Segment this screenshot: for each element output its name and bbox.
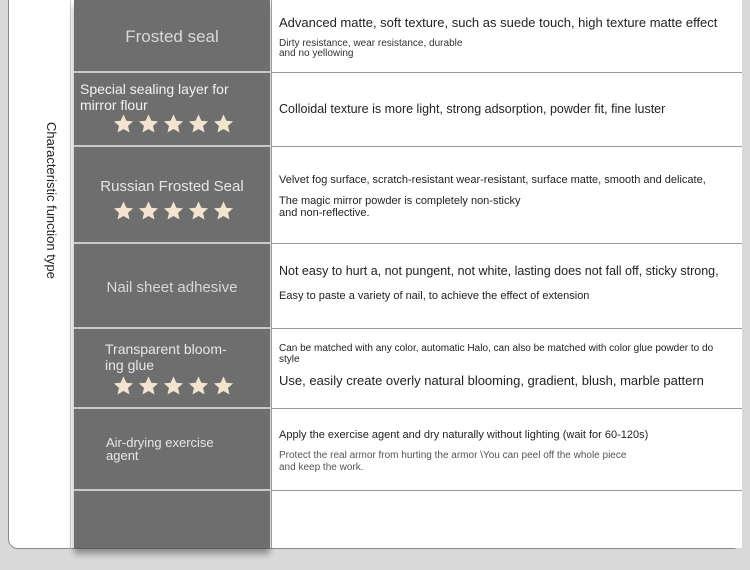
product-name: Russian Frosted Seal bbox=[100, 178, 244, 195]
star-icon bbox=[212, 200, 235, 222]
description-line: Dirty resistance, wear resistance, durable bbox=[279, 38, 463, 49]
name-cell bbox=[74, 73, 270, 147]
description-line: style bbox=[279, 354, 300, 365]
star-icon bbox=[187, 375, 210, 397]
star-icon bbox=[212, 375, 235, 397]
table-row bbox=[74, 147, 742, 244]
description-line: Velvet fog surface, scratch-resistant wear-resistant, surface matte, smooth and delicate, bbox=[279, 174, 706, 186]
description-line: Advanced matte, soft texture, such as suede touch, high texture matte effect bbox=[279, 15, 718, 30]
star-icon bbox=[112, 113, 135, 135]
product-name: Nail sheet adhesive bbox=[106, 279, 238, 296]
description-line: Apply the exercise agent and dry naturally without lighting (wait for 60-120s) bbox=[279, 429, 649, 441]
product-name: Air-drying exercise agent bbox=[106, 435, 214, 463]
side-divider bbox=[70, 0, 71, 550]
description-cell bbox=[271, 73, 742, 147]
star-icon bbox=[187, 200, 210, 222]
rating-stars bbox=[112, 200, 235, 222]
star-icon bbox=[137, 200, 160, 222]
description-cell bbox=[271, 244, 742, 329]
star-icon bbox=[162, 113, 185, 135]
description-cell bbox=[271, 329, 742, 409]
description-cell bbox=[271, 0, 742, 73]
rating-stars bbox=[112, 113, 235, 135]
name-cell bbox=[74, 147, 270, 244]
star-icon bbox=[187, 113, 210, 135]
product-name: Transparent bloom-ing glue bbox=[105, 341, 227, 373]
table-row bbox=[74, 73, 742, 147]
description-cell bbox=[271, 491, 742, 548]
description-line: and non-reflective. bbox=[279, 207, 370, 219]
name-cell bbox=[74, 0, 270, 73]
name-cell bbox=[74, 409, 270, 491]
table-row-empty bbox=[74, 491, 742, 548]
description-line: Colloidal texture is more light, strong adsorption, powder fit, fine luster bbox=[279, 102, 666, 116]
description-line: The magic mirror powder is completely non-sticky bbox=[279, 195, 521, 207]
description-line: Not easy to hurt a, not pungent, not white, lasting does not fall off, sticky strong, bbox=[279, 264, 719, 278]
product-name: Frosted seal bbox=[125, 27, 219, 46]
star-icon bbox=[137, 113, 160, 135]
description-cell bbox=[271, 409, 742, 491]
name-cell bbox=[74, 329, 270, 409]
product-name: Special sealing layer for mirror flour bbox=[80, 81, 229, 113]
table-row bbox=[74, 329, 742, 409]
description-line: and keep the work. bbox=[279, 462, 364, 473]
description-line: and no yellowing bbox=[279, 48, 354, 59]
side-label: Characteristic function type bbox=[44, 122, 59, 279]
star-icon bbox=[112, 200, 135, 222]
description-line: Protect the real armor from hurting the armor \You can peel off the whole piece bbox=[279, 450, 627, 461]
description-line: Easy to paste a variety of nail, to achieve the effect of extension bbox=[279, 290, 590, 302]
star-icon bbox=[162, 375, 185, 397]
star-icon bbox=[112, 375, 135, 397]
star-icon bbox=[212, 113, 235, 135]
rating-stars bbox=[112, 375, 235, 397]
name-cell bbox=[74, 244, 270, 329]
star-icon bbox=[137, 375, 160, 397]
table-row bbox=[74, 0, 742, 73]
description-line: Use, easily create overly natural blooming, gradient, blush, marble pattern bbox=[279, 373, 704, 388]
star-icon bbox=[162, 200, 185, 222]
table-row bbox=[74, 244, 742, 329]
description-line: Can be matched with any color, automatic Halo, can also be matched with color glue powder to do bbox=[279, 343, 714, 354]
description-cell bbox=[271, 147, 742, 244]
table-row bbox=[74, 409, 742, 491]
